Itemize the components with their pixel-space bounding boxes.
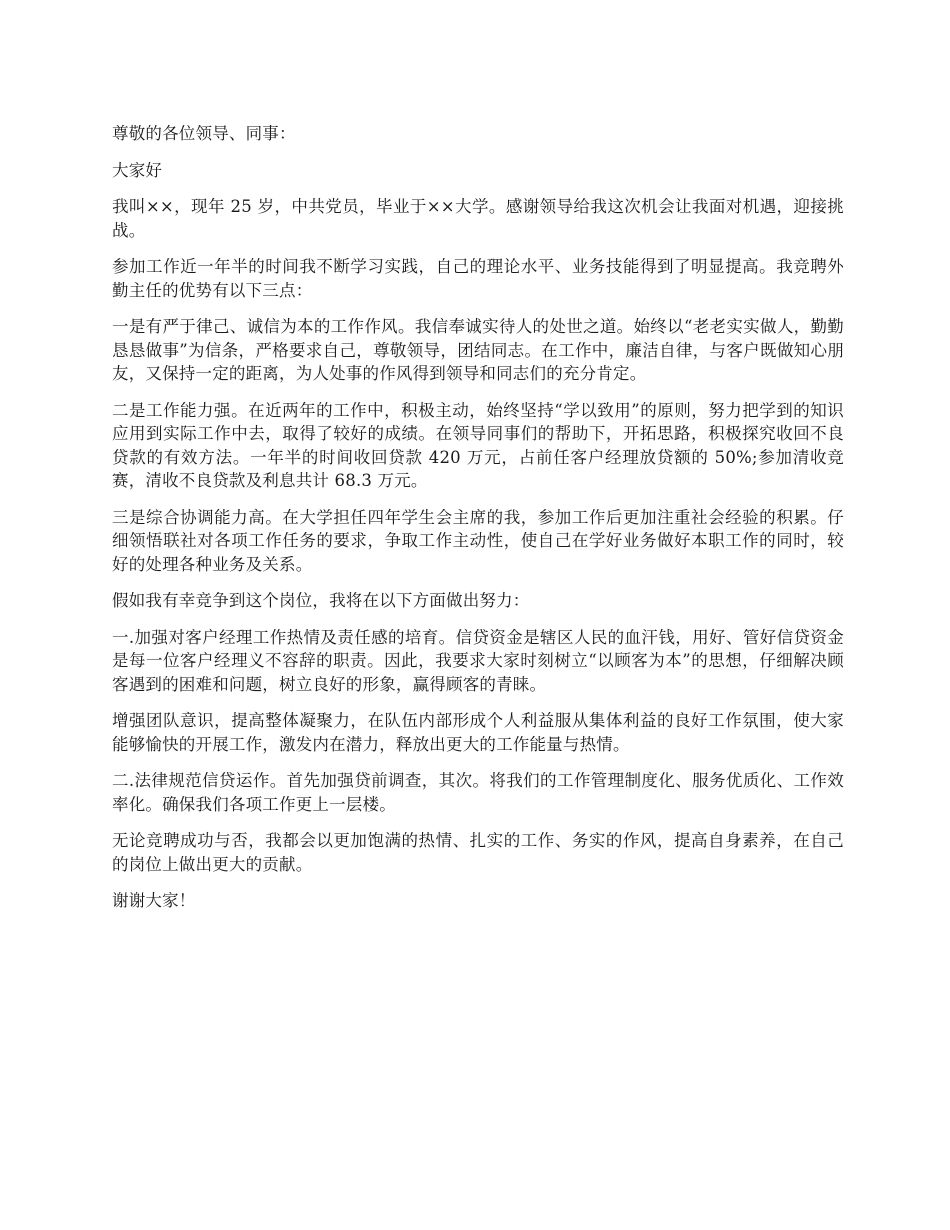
salutation: 尊敬的各位领导、同事： — [112, 124, 296, 143]
advantage-one: 一是有严于律己、诚信为本的工作作风。我信奉诚实待人的处世之道。始终以“老老实实做人，勤勤恳恳做事”为信条，严格要求自己，尊敬领导，团结同志。在工作中，廉洁自律，与客户既做知心朋友，又保持一定的距离，为人处事的作风得到领导和同志们的充分肯定。 — [112, 317, 844, 383]
document-body — [112, 122, 844, 926]
overview-paragraph: 参加工作近一年半的时间我不断学习实践，自己的理论水平、业务技能得到了明显提高。我竞聘外勤主任的优势有以下三点： — [112, 257, 844, 300]
plan-one: 一.加强对客户经理工作热情及责任感的培育。信贷资金是辖区人民的血汗钱，用好、管好信贷资金是每一位客户经理义不容辞的职责。因此，我要求大家时刻树立“以顾客为本”的思想，仔细解决顾客遇到的困难和问题，树立良好的形象，赢得顾客的青睐。 — [112, 627, 844, 694]
closing-statement: 无论竞聘成功与否，我都会以更加饱满的热情、扎实的工作、务实的作风，提高自身素养，在自己的岗位上做出更大的贡献。 — [112, 831, 844, 874]
plan-team: 增强团队意识，提高整体凝聚力，在队伍内部形成个人利益服从集体利益的良好工作氛围，使大家能够愉快的开展工作，激发内在潜力，释放出更大的工作能量与热情。 — [112, 711, 844, 754]
self-introduction: 我叫××，现年 25 岁，中共党员，毕业于××大学。感谢领导给我这次机会让我面对机遇，迎接挑战。 — [112, 197, 844, 240]
thanks: 谢谢大家！ — [112, 891, 196, 910]
advantage-three: 三是综合协调能力高。在大学担任四年学生会主席的我，参加工作后更加注重社会经验的积累。仔细领悟联社对各项工作任务的要求，争取工作主动性，使自己在学好业务做好本职工作的同时，较好的处理各种业务及关系。 — [112, 507, 844, 574]
plan-two: 二.法律规范信贷运作。首先加强贷前调查，其次。将我们的工作管理制度化、服务优质化、工作效率化。确保我们各项工作更上一层楼。 — [112, 771, 844, 814]
greeting: 大家好 — [112, 160, 163, 180]
plan-intro: 假如我有幸竞争到这个岗位，我将在以下方面做出努力： — [112, 591, 530, 610]
advantage-two: 二是工作能力强。在近两年的工作中，积极主动，始终坚持“学以致用”的原则，努力把学到的知识应用到实际工作中去，取得了较好的成绩。在领导同事们的帮助下，开拓思路，积极探究收回不良贷款的有效方法。一年半的时间收回贷款 420 万元，占前任客户经理放贷额的 50%;参加清收竞赛，清收不良贷款及利息共计 68.3 万元。 — [112, 400, 844, 490]
